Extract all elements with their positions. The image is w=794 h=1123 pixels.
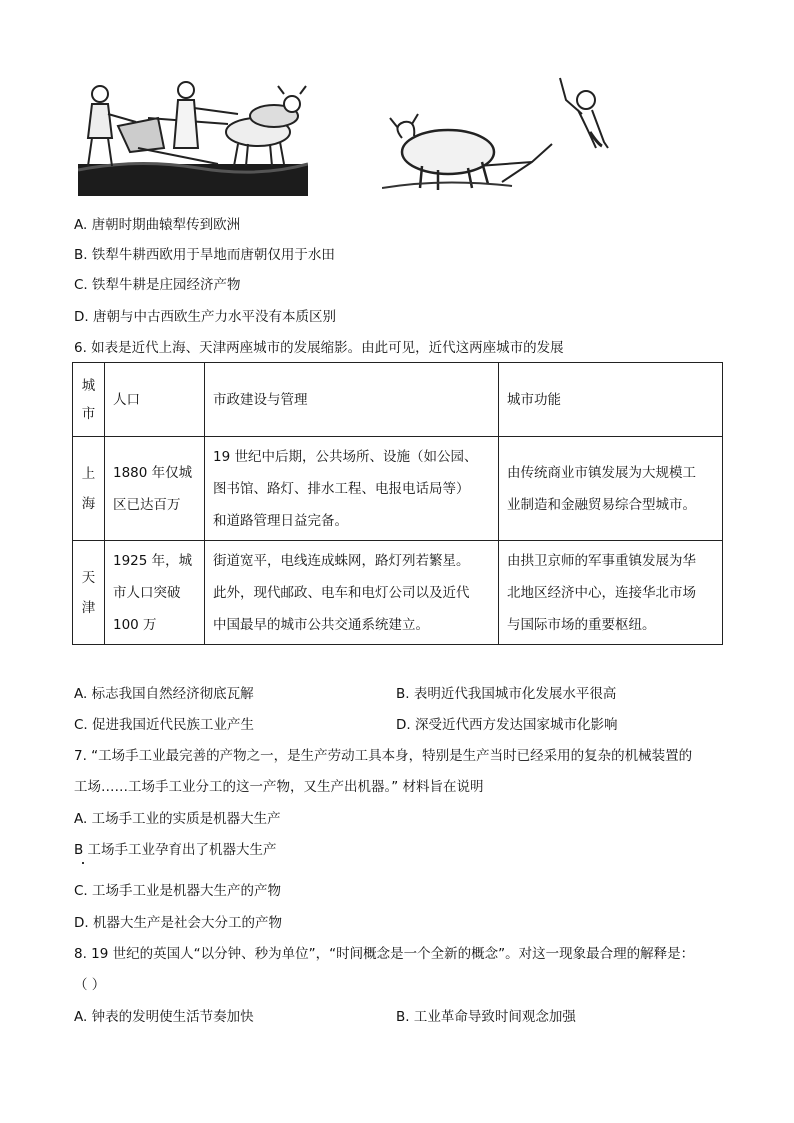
q8-option-b: B. 工业革命导致时间观念加强 [396, 1009, 576, 1025]
q5-option-a: A. 唐朝时期曲辕犁传到欧洲 [74, 217, 241, 233]
row-function: 由传统商业市镇发展为大规模工 业制造和金融贸易综合型城市。 [499, 437, 723, 541]
q7-option-b: B 工场手工业孕育出了机器大生产 [74, 842, 277, 858]
q6-option-b: B. 表明近代我国城市化发展水平很高 [396, 686, 617, 702]
q5-option-b: B. 铁犁牛耕西欧用于旱地而唐朝仅用于水田 [74, 247, 335, 263]
q5-option-c: C. 铁犁牛耕是庄园经济产物 [74, 277, 241, 293]
header-function: 城市功能 [499, 363, 723, 437]
q8-option-a: A. 钟表的发明使生活节奏加快 [74, 1009, 254, 1025]
city-development-table [72, 362, 723, 645]
q6-stem: 6. 如表是近代上海、天津两座城市的发展缩影。由此可见，近代这两座城市的发展 [74, 340, 564, 356]
q6-option-c: C. 促进我国近代民族工业产生 [74, 717, 255, 733]
table-row [73, 437, 723, 541]
q7-stem-line1: 7. “工场手工业最完善的产物之一，是生产劳动工具本身，特别是生产当时已经采用的复杂的机械装置的 [74, 748, 693, 764]
tang-dynasty-ox-plowing-illustration [382, 70, 616, 196]
stray-dot [82, 862, 84, 864]
medieval-plowing-illustration [78, 78, 308, 196]
row-city: 上海 [73, 437, 105, 541]
table-row [73, 541, 723, 645]
row-municipal: 19 世纪中后期，公共场所、设施（如公园、 图书馆、路灯、排水工程、电报电话局等） 和道路管理日益完备。 [205, 437, 499, 541]
q7-stem-line2: 工场……工场手工业分工的这一产物，又生产出机器。” 材料旨在说明 [74, 779, 484, 795]
q7-option-a: A. 工场手工业的实质是机器大生产 [74, 811, 281, 827]
header-municipal: 市政建设与管理 [205, 363, 499, 437]
header-population: 人口 [105, 363, 205, 437]
row-municipal: 街道宽平，电线连成蛛网，路灯列若繁星。 此外，现代邮政、电车和电灯公司以及近代 中国最早的城市公共交通系统建立。 [205, 541, 499, 645]
q8-stem-line2: （ ） [74, 977, 106, 993]
q7-option-c: C. 工场手工业是机器大生产的产物 [74, 883, 282, 899]
q6-option-a: A. 标志我国自然经济彻底瓦解 [74, 686, 254, 702]
row-population: 1880 年仅城 区已达百万 [105, 437, 205, 541]
q5-option-d: D. 唐朝与中古西欧生产力水平没有本质区别 [74, 309, 336, 325]
q8-stem-line1: 8. 19 世纪的英国人“以分钟、秒为单位”，“时间概念是一个全新的概念”。对这一现象最合理的解释是： [74, 946, 695, 962]
table-header-row [73, 363, 723, 437]
q6-option-d: D. 深受近代西方发达国家城市化影响 [396, 717, 618, 733]
row-function: 由拱卫京师的军事重镇发展为华 北地区经济中心，连接华北市场 与国际市场的重要枢纽。 [499, 541, 723, 645]
row-city: 天津 [73, 541, 105, 645]
q7-option-d: D. 机器大生产是社会大分工的产物 [74, 915, 282, 931]
row-population: 1925 年，城 市人口突破 100 万 [105, 541, 205, 645]
header-city: 城市 [73, 363, 105, 437]
